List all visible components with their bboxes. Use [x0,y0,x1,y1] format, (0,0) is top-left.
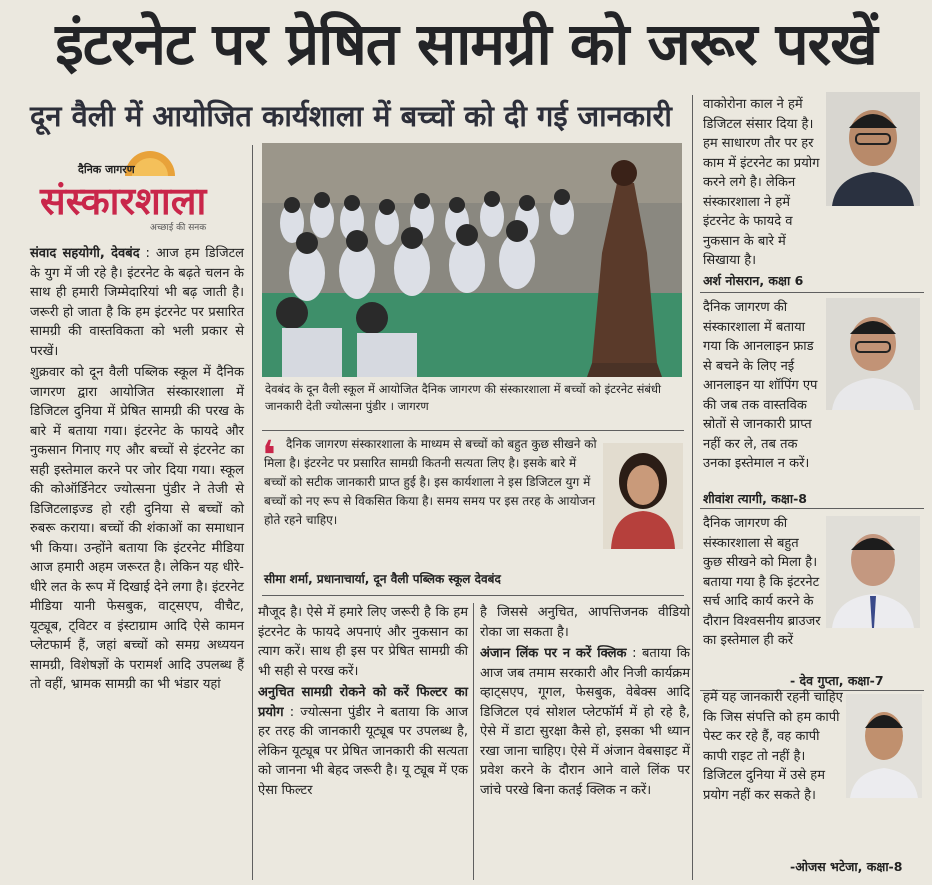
student-photo-2 [826,298,920,410]
column-divider [473,603,474,880]
col2-para2: : ज्योत्सना पुंडीर ने बताया कि आज हर तरह की जानकारी यूट्यूब पर उपलब्ध है, लेकिन यूट्यूब पर प्रेषित जानकारी की सत्यता को जानना भी बेहद जरूरी है। यू ट्यूब में एक ऐसा फिल्टर [258,704,468,798]
principal-quote: दैनिक जागरण संस्कारशाला के माध्यम से बच्चों को बहुत कुछ सीखने को मिला है। इंटरनेट पर प्रसारित सामग्री कितनी सत्यता लिए है। इसके बारे में बच्चों को सटीक जानकारी प्राप्त हुई है। इस कार्यशाला ने इस डिजिटल युग में बच्चों को नए रूप से विकसित किया है। समय समय पर इस तरह के आयोजन होते रहने चाहिए। [264,437,597,527]
photo-caption: देवबंद के दून वैली स्कूल में आयोजित दैनिक जागरण की संस्कारशाला में बच्चों को इंटरनेट संबंधी जानकारी देती ज्योत्सना पुंडीर । जागरण [265,382,661,413]
quote-top-rule [262,430,684,431]
logo-tagline: अच्छाई की सनक [150,223,207,233]
col2-subhead: अनुचित सामग्री रोकने को करें फिल्टर का प्रयोग [258,685,468,720]
article-column-3 [480,603,690,880]
student-quote-3: दैनिक जागरण की संस्कारशाला से बहुत कुछ सीखने को मिला है। बताया गया है कि इंटरनेट सर्च आदि कार्य करने के दौरान विश्वसनीय ब्राउजर का इस्तेमाल ही करें [703,516,821,648]
quote-bottom-rule [262,595,684,596]
student-quote-2-part [703,298,821,471]
subheadline: दून वैली में आयोजित कार्यशाला में बच्चों को दी गई जानकारी [30,99,672,133]
student-photo-3 [826,516,920,628]
dateline: संवाद सहयोगी, देवबंद [30,246,140,261]
student-name-3: - देव गुप्ता, कक्षा-7 [790,673,884,688]
logo-name: संस्कारशाला [40,178,207,223]
column-divider [692,95,693,880]
quote-mark-icon: ❛ [262,433,276,479]
student-divider [700,292,924,293]
student-name-4: -ओजस भटेजा, कक्षा-8 [790,859,903,874]
student-quote-2: दैनिक जागरण की संस्कारशाला में बताया गया कि आनलाइन फ्राड से बचने के लिए नई आनलाइन या शॉपिंग एप की जब तक वास्तविक स्रोतों से जानकारी प्राप्त नहीं कर ले, तब तक उनका इस्तेमाल न करें। [703,300,818,471]
col3-para1: है जिससे अनुचित, आपत्तिजनक वीडियो रोका जा सकता है। [480,605,690,640]
workshop-photo [262,143,682,377]
student-photo-1 [826,92,920,206]
col1-para1: : आज हम डिजिटल के युग में जी रहे है। इंटरनेट के बढ़ते चलन के साथ ही हमारी जिम्मेदारियां भी बढ़ जाती है। जरूरी हो जाता है कि हम इंटरनेट पर प्रसारित सामग्री की वास्तविकता को भली प्रकार से परखें। [30,246,244,359]
sanskarshala-logo [30,148,260,236]
col2-para1: मौजूद है। ऐसे में हमारे लिए जरूरी है कि हम इंटरनेट के फायदे अपनाएं और नुकसान का त्याग करें। साथ ही इस पर प्रेषित सामग्री की भी सही से परख करें। [258,605,468,679]
quote-signature: सीमा शर्मा, प्रधानाचार्या, दून वैली पब्लिक स्कूल देवबंद [264,572,501,586]
article-column-1 [30,244,244,880]
student-quote-4: हमें यह जानकारी रहनी चाहिए कि जिस संपत्ति को हम कापी पेस्ट कर रहे हैं, वह कापी कापी राइट तो नहीं है। डिजिटल दुनिया में उसे हम प्रयोग नहीं कर सकते है। [703,690,843,803]
student-photo-4 [846,694,922,798]
principal-photo [603,443,683,549]
logo-brand: दैनिक जागरण [78,163,135,176]
article-column-2 [258,603,468,880]
student-name-1: अर्श नोसरान, कक्षा 6 [703,273,804,288]
col3-subhead: अंजान लिंक पर न करें क्लिक [480,646,627,661]
col3-para2: : बताया कि आज जब तमाम सरकारी और निजी कार्यक्रम व्हाट्सएप, गूगल, फेसबुक, वेबेक्स आदि डिजिटल एवं सोशल प्लेटफॉर्म में हो रहे है, ऐसे में डाटा सुरक्षा कैसे हो, इसका भी ध्यान रखा जाना चाहिए। ऐसे में अंजान वेबसाइट में प्रवेश करने के दौरान आने वाले लिंक पर जांचे परखे बिना कतई क्लिक न करें। [480,646,691,798]
column-divider [252,145,253,880]
student-quote-1: वाकोरोना काल ने हमें डिजिटल संसार दिया है। हम साधारण तौर पर हर काम में इंटरनेट का प्रयोग करने लगे है। लेकिन संस्कारशाला ने हमें इंटरनेट के फायदे व नुकसान के बारे में सिखाया है। [703,97,820,268]
headline: इंटरनेट पर प्रेषित सामग्री को जरूर परखें [55,10,877,78]
col1-para2: शुक्रवार को दून वैली पब्लिक स्कूल में दैनिक जागरण द्वारा आयोजित संस्कारशाला में डिजिटल दुनिया में प्रेषित सामग्री की परख के बारे में बताया गया। इंटरनेट के फायदे और नुकसान गिनाए गए और बच्चों से इंटरनेट का सही इस्तेमाल करने पर जोर दिया गया। स्कूल की कोऑर्डिनेटर ज्योत्सना पुंडीर ने तेजी से डिजिटलाइज्ड हो रही दुनिया से बच्चों को रुबरू कराया। बच्चों की शंकाओं का समाधान भी किया। उन्होंने बताया कि इंटरनेट मीडिया आज हमारी अहम जरूरत है। लेकिन यह धीरे-धीरे लत के रूप में दिखाई देने लगा है। इंटरनेट मीडिया यानी फेसबुक, वाट्सएप, वीचैट, यूट्यूब, ट्विटर व इंस्टाग्राम आदि ऐसे कामन प्लेटफार्म हैं, जहां बच्चों को समग्र अध्ययन सामग्री, विशेषज्ञों के परामर्श आदि उपलब्ध हैं तो वहीं, भ्रामक सामग्री का भी भंडार यहां [30,365,244,692]
student-name-2: शीवांश त्यागी, कक्षा-8 [703,491,807,506]
student-divider [700,508,924,509]
